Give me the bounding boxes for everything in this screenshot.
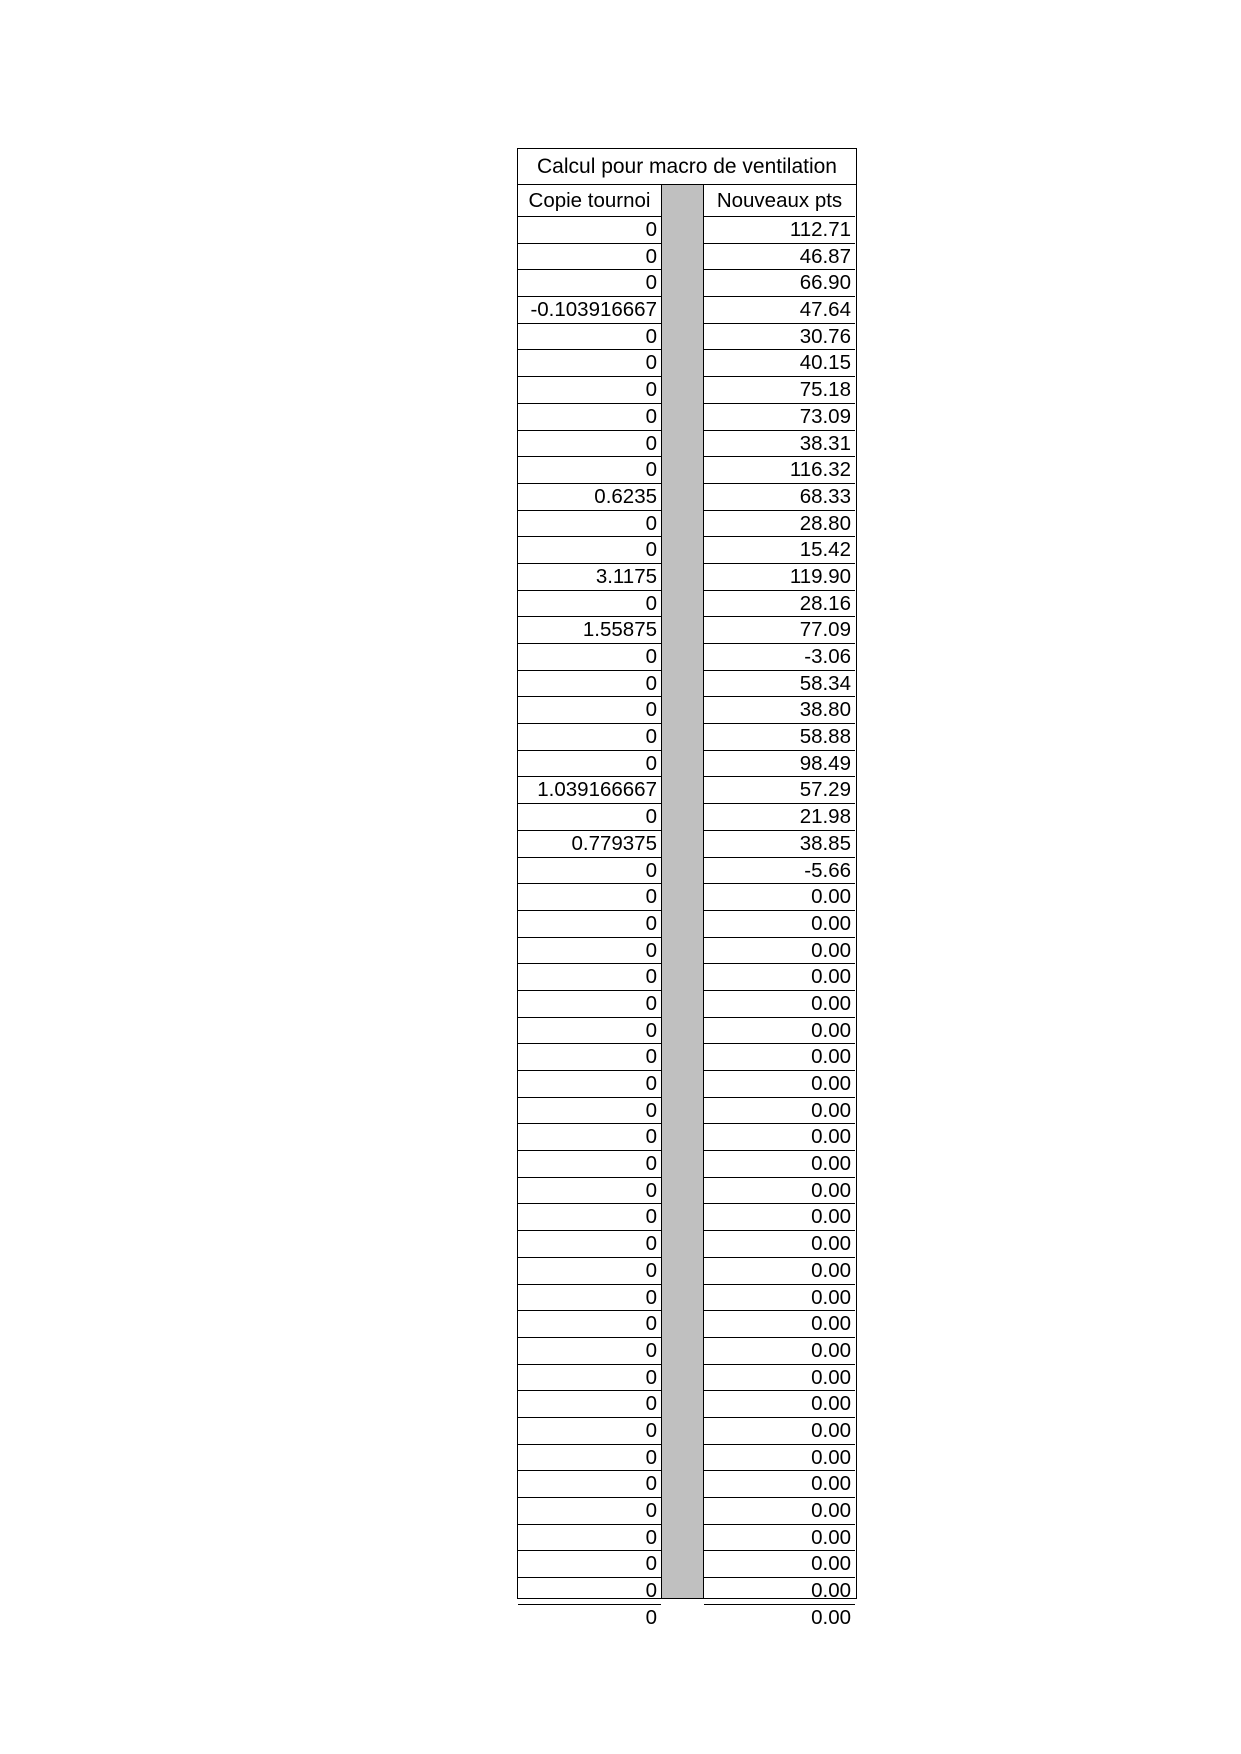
cell-nouveaux-pts: 0.00 [704,1365,855,1392]
cell-copie-tournoi: 0.6235 [518,484,661,511]
cell-nouveaux-pts: 77.09 [704,617,855,644]
cell-copie-tournoi: 0 [518,804,661,831]
cell-copie-tournoi: 0 [518,1258,661,1285]
cell-copie-tournoi: 0 [518,1151,661,1178]
cell-nouveaux-pts: 0.00 [704,1445,855,1472]
cell-nouveaux-pts: 38.85 [704,831,855,858]
cell-copie-tournoi: 0 [518,671,661,698]
cell-nouveaux-pts: 0.00 [704,1098,855,1125]
table-title: Calcul pour macro de ventilation [518,149,856,185]
cell-copie-tournoi: 0 [518,1418,661,1445]
cell-nouveaux-pts: 0.00 [704,1071,855,1098]
cell-nouveaux-pts: 46.87 [704,244,855,271]
table-row [518,1605,856,1632]
cell-nouveaux-pts: 0.00 [704,991,855,1018]
cell-copie-tournoi: 0 [518,964,661,991]
cell-copie-tournoi: 0 [518,1551,661,1578]
cell-nouveaux-pts: 58.34 [704,671,855,698]
cell-nouveaux-pts: 0.00 [704,1498,855,1525]
cell-nouveaux-pts: 47.64 [704,297,855,324]
cell-nouveaux-pts: 0.00 [704,1258,855,1285]
cell-nouveaux-pts: 0.00 [704,1338,855,1365]
cell-nouveaux-pts: 0.00 [704,911,855,938]
cell-nouveaux-pts: 119.90 [704,564,855,591]
cell-copie-tournoi: 0 [518,1071,661,1098]
cell-nouveaux-pts: 0.00 [704,1204,855,1231]
cell-copie-tournoi: 0 [518,1285,661,1312]
cell-nouveaux-pts: 57.29 [704,777,855,804]
cell-copie-tournoi: -0.103916667 [518,297,661,324]
cell-nouveaux-pts: 0.00 [704,1551,855,1578]
cell-nouveaux-pts: 38.80 [704,697,855,724]
cell-copie-tournoi: 0 [518,1471,661,1498]
cell-nouveaux-pts: 0.00 [704,1151,855,1178]
cell-copie-tournoi: 0 [518,244,661,271]
cell-copie-tournoi: 0 [518,991,661,1018]
cell-nouveaux-pts: 0.00 [704,1418,855,1445]
cell-copie-tournoi: 0 [518,270,661,297]
cell-copie-tournoi: 0 [518,1311,661,1338]
cell-copie-tournoi: 0 [518,911,661,938]
cell-copie-tournoi: 0 [518,1231,661,1258]
cell-copie-tournoi: 0 [518,1124,661,1151]
cell-nouveaux-pts: 21.98 [704,804,855,831]
cell-copie-tournoi: 0 [518,1525,661,1552]
cell-nouveaux-pts: 75.18 [704,377,855,404]
cell-nouveaux-pts: 0.00 [704,1285,855,1312]
gray-separator-column [661,185,704,1598]
cell-copie-tournoi: 0 [518,1578,661,1605]
cell-copie-tournoi: 0 [518,537,661,564]
cell-nouveaux-pts: 0.00 [704,1391,855,1418]
cell-nouveaux-pts: 66.90 [704,270,855,297]
cell-copie-tournoi: 0 [518,1498,661,1525]
cell-copie-tournoi: 0 [518,1098,661,1125]
cell-copie-tournoi: 0 [518,431,661,458]
cell-nouveaux-pts: 0.00 [704,1471,855,1498]
cell-copie-tournoi: 0 [518,511,661,538]
cell-nouveaux-pts: 0.00 [704,964,855,991]
cell-nouveaux-pts: 28.80 [704,511,855,538]
cell-nouveaux-pts: 0.00 [704,938,855,965]
cell-nouveaux-pts: 0.00 [704,1578,855,1605]
cell-nouveaux-pts: 0.00 [704,1231,855,1258]
cell-copie-tournoi: 0 [518,350,661,377]
cell-copie-tournoi: 0 [518,1445,661,1472]
table-grid [518,185,856,1629]
cell-copie-tournoi: 1.55875 [518,617,661,644]
cell-copie-tournoi: 0 [518,938,661,965]
cell-nouveaux-pts: 112.71 [704,217,855,244]
cell-copie-tournoi: 3.1175 [518,564,661,591]
cell-copie-tournoi: 0 [518,377,661,404]
cell-nouveaux-pts: 30.76 [704,324,855,351]
cell-nouveaux-pts: 98.49 [704,751,855,778]
cell-copie-tournoi: 0 [518,404,661,431]
spreadsheet-table [517,148,857,1629]
cell-copie-tournoi: 0 [518,858,661,885]
cell-copie-tournoi: 0 [518,1044,661,1071]
cell-nouveaux-pts: 15.42 [704,537,855,564]
cell-copie-tournoi: 1.039166667 [518,777,661,804]
cell-copie-tournoi: 0 [518,1391,661,1418]
cell-copie-tournoi: 0 [645,1605,657,1629]
cell-nouveaux-pts: -5.66 [704,858,855,885]
cell-copie-tournoi: 0 [518,1365,661,1392]
cell-copie-tournoi: 0 [518,1204,661,1231]
cell-nouveaux-pts: 0.00 [704,1311,855,1338]
cell-nouveaux-pts: 116.32 [704,457,855,484]
cell-copie-tournoi: 0 [518,1018,661,1045]
cell-nouveaux-pts: 73.09 [704,404,855,431]
cell-copie-tournoi: 0 [518,591,661,618]
cell-copie-tournoi: 0.779375 [518,831,661,858]
cell-copie-tournoi: 0 [518,697,661,724]
cell-copie-tournoi: 0 [518,324,661,351]
cell-copie-tournoi: 0 [518,1178,661,1205]
cell-copie-tournoi: 0 [518,1338,661,1365]
cell-copie-tournoi: 0 [518,457,661,484]
cell-copie-tournoi: 0 [518,217,661,244]
header-nouveaux-pts: Nouveaux pts [704,185,855,217]
cell-nouveaux-pts: 0.00 [704,1124,855,1151]
cell-nouveaux-pts: 0.00 [811,1605,851,1629]
cell-nouveaux-pts: 0.00 [704,884,855,911]
cell-nouveaux-pts: 28.16 [704,591,855,618]
cell-nouveaux-pts: 0.00 [704,1525,855,1552]
cell-copie-tournoi: 0 [518,644,661,671]
cell-nouveaux-pts: 0.00 [704,1178,855,1205]
cell-nouveaux-pts: -3.06 [704,644,855,671]
header-copie-tournoi: Copie tournoi [518,185,661,217]
cell-nouveaux-pts: 38.31 [704,431,855,458]
cell-nouveaux-pts: 40.15 [704,350,855,377]
cell-nouveaux-pts: 68.33 [704,484,855,511]
cell-nouveaux-pts: 58.88 [704,724,855,751]
cell-separator [661,1605,704,1632]
cell-copie-tournoi: 0 [518,884,661,911]
cell-copie-tournoi: 0 [518,751,661,778]
cell-copie-tournoi: 0 [518,724,661,751]
cell-nouveaux-pts: 0.00 [704,1018,855,1045]
cell-nouveaux-pts: 0.00 [704,1044,855,1071]
